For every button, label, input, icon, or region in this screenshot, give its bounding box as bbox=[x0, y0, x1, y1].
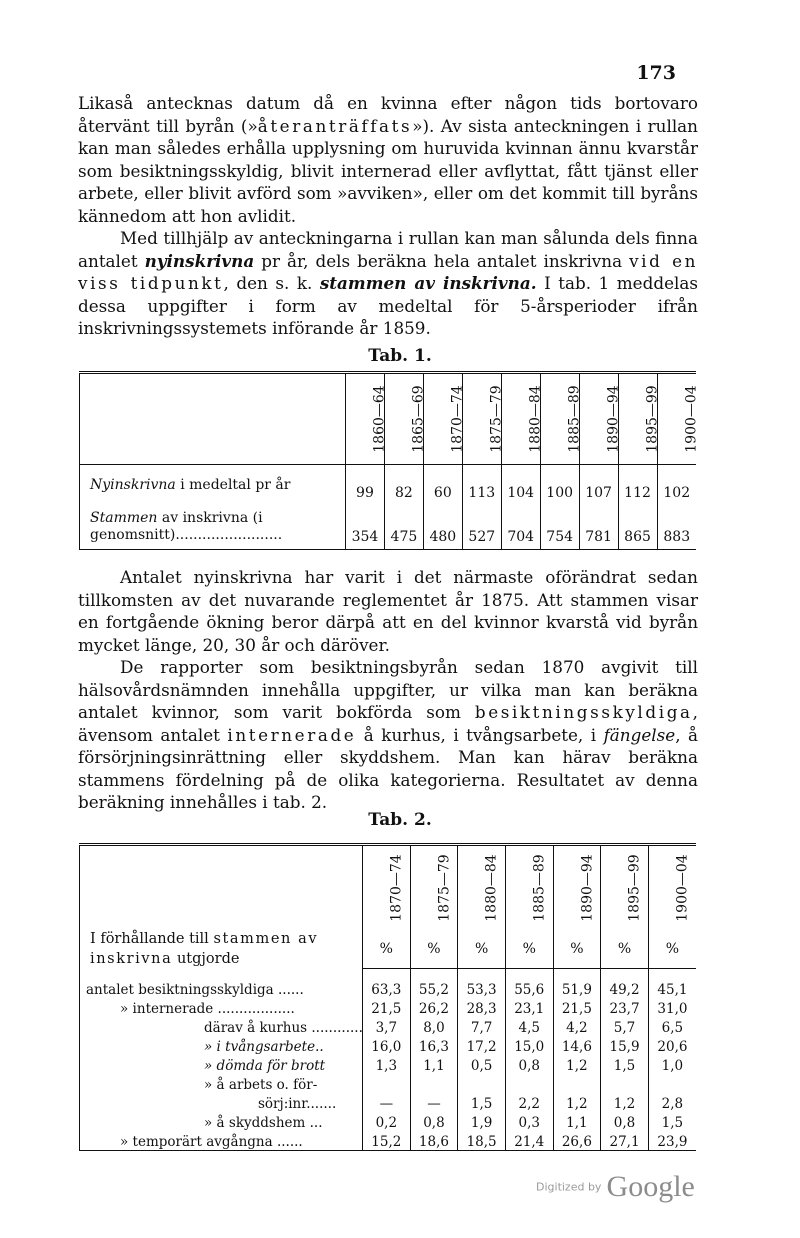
table-cell: 26,6 bbox=[553, 1131, 601, 1151]
table-cell bbox=[410, 1074, 458, 1093]
table-cell: 527 bbox=[462, 505, 501, 550]
table-cell: 2,2 bbox=[505, 1093, 553, 1112]
table-cell: 0,5 bbox=[458, 1055, 506, 1074]
table-cell: 754 bbox=[540, 505, 579, 550]
table2-header-label: I förhållande till stammen av inskrivna utgjorde bbox=[80, 845, 363, 969]
table2-col-header: 1890—94 bbox=[553, 845, 601, 931]
table-cell: 1,0 bbox=[648, 1055, 696, 1074]
table-cell: 1,9 bbox=[458, 1112, 506, 1131]
table-cell: 17,2 bbox=[458, 1036, 506, 1055]
table2-row-label: » å skyddshem ... bbox=[80, 1112, 363, 1131]
table-cell: 23,7 bbox=[601, 998, 649, 1017]
table-1 bbox=[79, 371, 700, 550]
table-cell: 480 bbox=[423, 505, 462, 550]
table-cell: 6,5 bbox=[648, 1017, 696, 1036]
table-cell: 1,1 bbox=[410, 1055, 458, 1074]
table-row bbox=[80, 1055, 697, 1074]
table-row bbox=[80, 1131, 697, 1151]
table-cell: 2,8 bbox=[648, 1093, 696, 1112]
table-cell: 14,6 bbox=[553, 1036, 601, 1055]
table-row bbox=[80, 1017, 697, 1036]
table-cell: 102 bbox=[657, 465, 696, 506]
table1-title: Tab. 1. bbox=[368, 346, 432, 366]
table1-col-header: 1870—74 bbox=[423, 373, 462, 465]
table-cell: 63,3 bbox=[363, 969, 411, 999]
table-row bbox=[80, 1112, 697, 1131]
percent-sign: % bbox=[648, 930, 696, 969]
paragraph-2: Med tillhjälp av anteckningarna i rullan kan man sålunda dels finna antalet nyinskrivna pr år, dels beräkna hela antalet inskrivna vid en viss tidpunkt, den s. k. stammen av inskrivna. I tab. 1 meddelas dessa uppgifter i form av medeltal för 5-årsperioder ifrån inskrivningssystemets införande år 1859. bbox=[78, 228, 699, 338]
table-row bbox=[80, 465, 697, 506]
table2-title: Tab. 2. bbox=[368, 810, 432, 830]
table2-row-label: » å arbets o. för- bbox=[80, 1074, 363, 1093]
table-row bbox=[80, 1074, 697, 1093]
table-row bbox=[80, 969, 697, 999]
table-cell bbox=[553, 1074, 601, 1093]
table-cell: 16,3 bbox=[410, 1036, 458, 1055]
table-cell bbox=[363, 1074, 411, 1093]
table-cell bbox=[648, 1074, 696, 1093]
table1-col-header: 1865—69 bbox=[384, 373, 423, 465]
table-cell: 104 bbox=[501, 465, 540, 506]
table-cell: 23,9 bbox=[648, 1131, 696, 1151]
page-number: 173 bbox=[636, 62, 676, 84]
table-cell: 28,3 bbox=[458, 998, 506, 1017]
table-cell: — bbox=[410, 1093, 458, 1112]
table-cell: 1,2 bbox=[553, 1093, 601, 1112]
table2-row-label: sörj:inr....... bbox=[80, 1093, 363, 1112]
table-cell: 1,5 bbox=[648, 1112, 696, 1131]
table-cell: 704 bbox=[501, 505, 540, 550]
table-cell: 781 bbox=[579, 505, 618, 550]
table-2 bbox=[79, 843, 696, 1151]
table-cell: 21,4 bbox=[505, 1131, 553, 1151]
table-cell: 16,0 bbox=[363, 1036, 411, 1055]
table-cell: 51,9 bbox=[553, 969, 601, 999]
table1-row-label: Stammen av inskrivna (i genomsnitt)........................ bbox=[80, 505, 346, 550]
table2-col-header: 1885—89 bbox=[505, 845, 553, 931]
table-cell: 0,8 bbox=[505, 1055, 553, 1074]
table-cell: 8,0 bbox=[410, 1017, 458, 1036]
table-cell: 0,2 bbox=[363, 1112, 411, 1131]
text-block-top bbox=[78, 92, 698, 340]
table-cell: 45,1 bbox=[648, 969, 696, 999]
table-cell: 7,7 bbox=[458, 1017, 506, 1036]
table-cell bbox=[505, 1074, 553, 1093]
table-cell: 883 bbox=[657, 505, 696, 550]
table-cell: 1,5 bbox=[458, 1093, 506, 1112]
table1-corner bbox=[80, 373, 346, 465]
table1-col-header: 1880—84 bbox=[501, 373, 540, 465]
percent-sign: % bbox=[601, 930, 649, 969]
text-block-middle bbox=[78, 566, 698, 814]
table-cell: 55,2 bbox=[410, 969, 458, 999]
table-cell: 15,2 bbox=[363, 1131, 411, 1151]
table-cell: 15,9 bbox=[601, 1036, 649, 1055]
table1-col-header: 1900—04 bbox=[657, 373, 696, 465]
table-cell: 113 bbox=[462, 465, 501, 506]
table-cell: 0,8 bbox=[410, 1112, 458, 1131]
table2-col-header: 1895—99 bbox=[601, 845, 649, 931]
table2-row-label: antalet besiktningsskyldiga ...... bbox=[80, 969, 363, 999]
table2-col-header: 1880—84 bbox=[458, 845, 506, 931]
digitized-by-google-watermark bbox=[536, 1170, 695, 1204]
table-cell: 99 bbox=[346, 465, 385, 506]
table2-row-label: » dömda för brott bbox=[80, 1055, 363, 1074]
table-cell: 1,5 bbox=[601, 1055, 649, 1074]
table1-col-header: 1895—99 bbox=[618, 373, 657, 465]
table1-col-header: 1875—79 bbox=[462, 373, 501, 465]
percent-sign: % bbox=[410, 930, 458, 969]
table-cell bbox=[458, 1074, 506, 1093]
table-cell bbox=[601, 1074, 649, 1093]
table-cell: 865 bbox=[618, 505, 657, 550]
table-row bbox=[80, 998, 697, 1017]
table-cell: 49,2 bbox=[601, 969, 649, 999]
table-cell: 0,3 bbox=[505, 1112, 553, 1131]
percent-sign: % bbox=[505, 930, 553, 969]
table1-col-header: 1890—94 bbox=[579, 373, 618, 465]
table-cell: 82 bbox=[384, 465, 423, 506]
table-cell: 1,1 bbox=[553, 1112, 601, 1131]
paragraph-3: Antalet nyinskrivna har varit i det närmaste oförändrat sedan tillkomsten av det nuvarande reglementet år 1875. Att stammen visar en fortgående ökning beror därpå att en del kvinnor kvarstå vid byrån mycket länge, 20, 30 år och däröver. bbox=[78, 567, 698, 655]
table2-col-header: 1900—04 bbox=[648, 845, 696, 931]
table1-col-header: 1885—89 bbox=[540, 373, 579, 465]
percent-sign: % bbox=[553, 930, 601, 969]
table-cell: 100 bbox=[540, 465, 579, 506]
table-cell: 20,6 bbox=[648, 1036, 696, 1055]
table-row bbox=[80, 1036, 697, 1055]
table-row bbox=[80, 505, 697, 550]
table2-row-label: » internerade .................. bbox=[80, 998, 363, 1017]
table-cell: 53,3 bbox=[458, 969, 506, 999]
table-cell: 4,5 bbox=[505, 1017, 553, 1036]
table-cell: 0,8 bbox=[601, 1112, 649, 1131]
table1-col-header: 1860—64 bbox=[346, 373, 385, 465]
table-cell: 112 bbox=[618, 465, 657, 506]
table2-row-label: » temporärt avgångna ...... bbox=[80, 1131, 363, 1151]
table-cell: 354 bbox=[346, 505, 385, 550]
paragraph-4: De rapporter som besiktningsbyrån sedan 1870 avgivit till hälsovårdsnämnden innehålla uppgifter, ur vilka man kan beräkna antalet kvinnor, som varit bokförda som besiktningsskyldiga, ävensom antalet internerade å kurhus, i tvångsarbete, i fängelse, å försörjningsinrättning eller skyddshem. Man kan härav beräkna stammens fördelning på de olika kategorierna. Resultatet av denna beräkning innehålles i tab. 2. bbox=[78, 657, 698, 812]
table-cell: 21,5 bbox=[363, 998, 411, 1017]
paragraph-1: Likaså antecknas datum då en kvinna efter någon tids bortovaro återvänt till byrån (»återanträffats»). Av sista anteckningen i rullan kan man således erhålla upplysning om huruvida kvinnan ännu kvarstår som besiktningsskyldig, blivit internerad eller avflyttat, fått tjänst eller arbete, eller blivit avförd som »avviken», eller om det kommit till byråns kännedom att hon avlidit. bbox=[78, 93, 698, 226]
table-cell: 5,7 bbox=[601, 1017, 649, 1036]
table-cell: 18,5 bbox=[458, 1131, 506, 1151]
table-cell: 27,1 bbox=[601, 1131, 649, 1151]
table-cell: 31,0 bbox=[648, 998, 696, 1017]
table-cell: 21,5 bbox=[553, 998, 601, 1017]
table-cell: 23,1 bbox=[505, 998, 553, 1017]
table2-col-header: 1870—74 bbox=[363, 845, 411, 931]
percent-sign: % bbox=[363, 930, 411, 969]
table2-row-label: därav å kurhus ............ bbox=[80, 1017, 363, 1036]
table1-row-label: Nyinskrivna i medeltal pr år bbox=[80, 465, 346, 506]
table-cell: 26,2 bbox=[410, 998, 458, 1017]
table-cell: 60 bbox=[423, 465, 462, 506]
table2-col-header: 1875—79 bbox=[410, 845, 458, 931]
table-cell: 4,2 bbox=[553, 1017, 601, 1036]
table-cell: 1,2 bbox=[601, 1093, 649, 1112]
google-logo: Google bbox=[606, 1170, 695, 1203]
table-cell: 475 bbox=[384, 505, 423, 550]
table-cell: 1,3 bbox=[363, 1055, 411, 1074]
table-cell: — bbox=[363, 1093, 411, 1112]
watermark-prefix: Digitized by bbox=[536, 1180, 602, 1194]
table-cell: 3,7 bbox=[363, 1017, 411, 1036]
table-cell: 15,0 bbox=[505, 1036, 553, 1055]
table-cell: 1,2 bbox=[553, 1055, 601, 1074]
table2-row-label: » i tvångsarbete.. bbox=[80, 1036, 363, 1055]
table-row bbox=[80, 1093, 697, 1112]
table-cell: 18,6 bbox=[410, 1131, 458, 1151]
table-cell: 55,6 bbox=[505, 969, 553, 999]
percent-sign: % bbox=[458, 930, 506, 969]
table-cell: 107 bbox=[579, 465, 618, 506]
